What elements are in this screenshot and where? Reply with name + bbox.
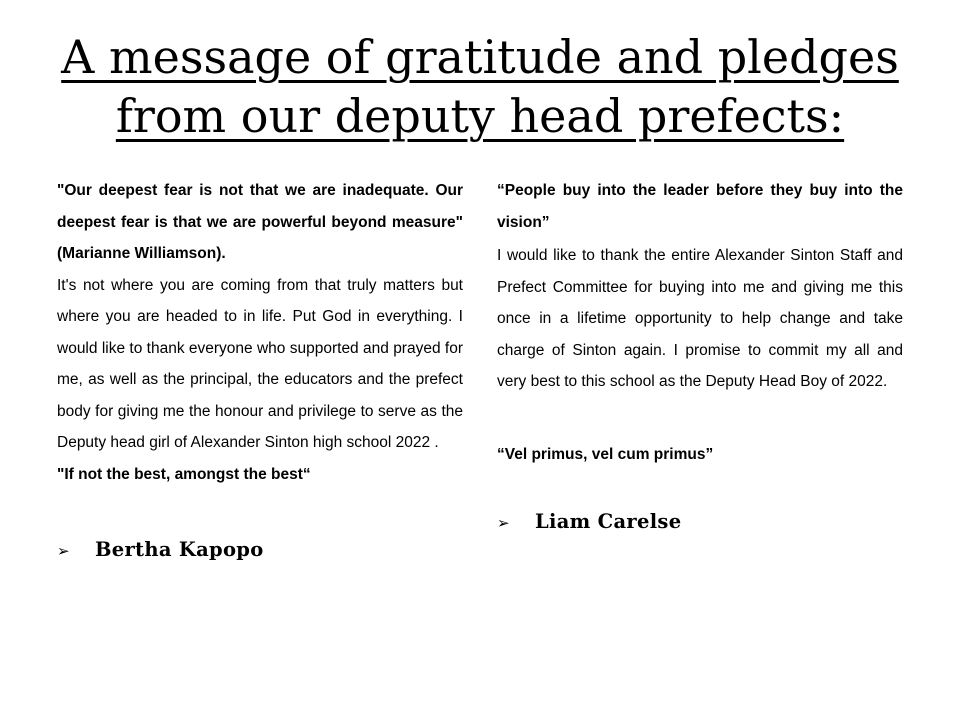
left-column-deputy-head-girl xyxy=(57,175,463,568)
left-motto: "If not the best, amongst the best“ xyxy=(57,465,311,483)
left-body-paragraph: It's not where you are coming from that truly matters but where you are headed to in life. Put God in everything. I would like to thank everyone who supported and prayed for me, as well as the principal, the educators and the prefect body for giving me the honour and privilege to serve as the Deputy head girl of Alexander Sinton high school 2022 . xyxy=(57,276,463,451)
page-title-line-1 xyxy=(0,28,960,87)
left-name-row xyxy=(57,534,463,568)
page-title-text-1: A message of gratitude and pledges xyxy=(61,30,899,84)
right-motto: “Vel primus, vel cum primus” xyxy=(497,445,714,463)
page-title xyxy=(0,28,960,146)
left-opening-quote: "Our deepest fear is not that we are inadequate. Our deepest fear is that we are powerful beyond measure" (Marianne Williamson). xyxy=(57,182,463,262)
page-title-text-2: from our deputy head prefects: xyxy=(115,89,845,143)
right-column-deputy-head-boy xyxy=(497,175,903,540)
right-name-row xyxy=(497,506,903,540)
page-title-line-2 xyxy=(0,87,960,146)
prefect-name-bertha-kapopo: Bertha Kapopo xyxy=(95,538,264,561)
right-body-paragraph: I would like to thank the entire Alexander Sinton Staff and Prefect Committee for buying into me and giving me this once in a lifetime opportunity to help change and take charge of Sinton again. I promise to commit my all and very best to this school as the Deputy Head Boy of 2022. xyxy=(497,247,903,390)
prefect-name-liam-carelse: Liam Carelse xyxy=(535,510,682,533)
arrowhead-bullet-icon: ➢ xyxy=(57,542,70,560)
right-opening-quote: “People buy into the leader before they buy into the vision” xyxy=(497,182,903,231)
arrowhead-bullet-icon: ➢ xyxy=(497,514,510,532)
